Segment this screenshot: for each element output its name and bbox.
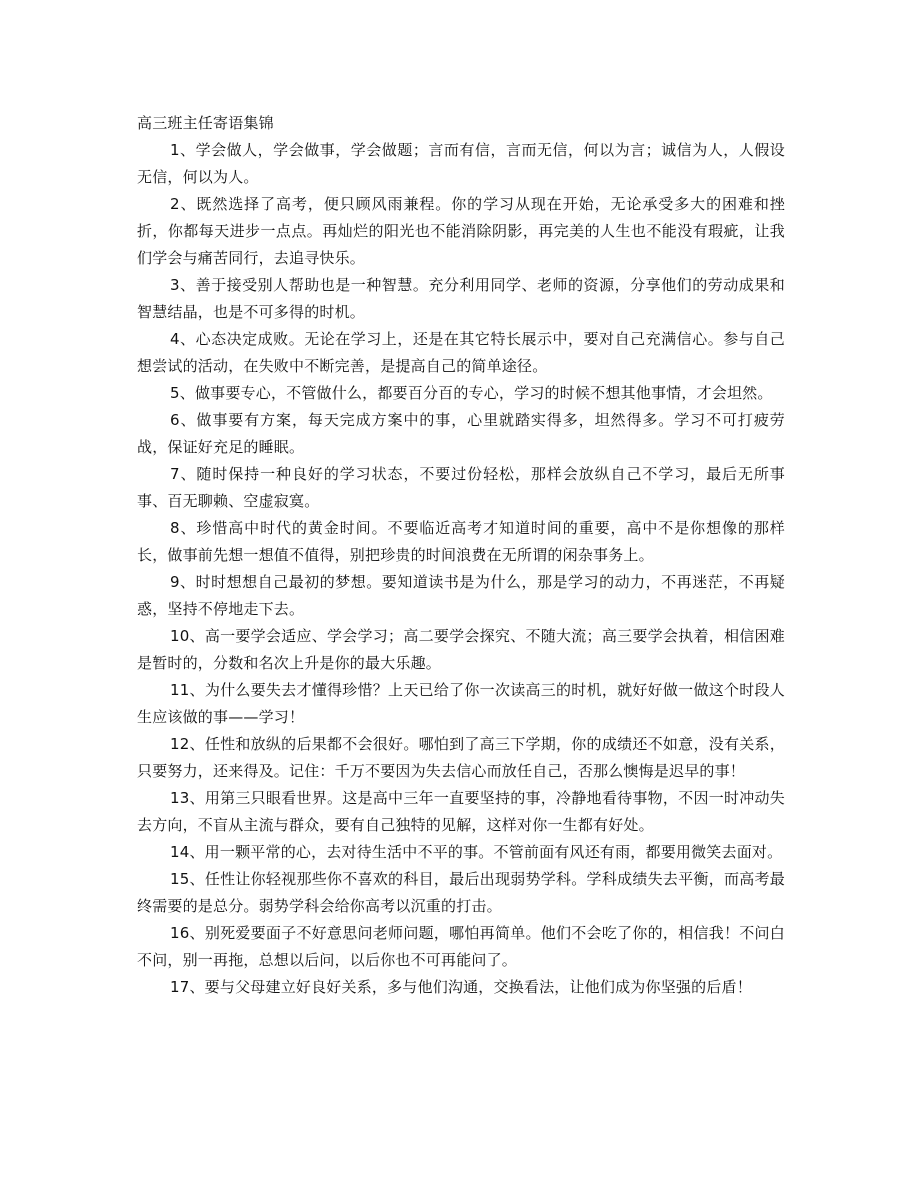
list-item: 14、用一颗平常的心，去对待生活中不平的事。不管前面有风还有雨，都要用微笑去面对。 — [170, 843, 783, 861]
list-item: 12、任性和放纵的后果都不会很好。哪怕到了高三下学期，你的成绩还不如意，没有关系，只要努力，还来得及。记住：千万不要因为失去信心而放任自己，否那么懊悔是迟早的事！ — [137, 735, 785, 780]
list-item: 16、别死爱要面子不好意思问老师问题，哪怕再简单。他们不会吃了你的，相信我！不问白不问，别一再拖，总想以后问，以后你也不可再能问了。 — [137, 924, 785, 969]
list-item: 9、时时想想自己最初的梦想。要知道读书是为什么，那是学习的动力，不再迷茫，不再疑惑，坚持不停地走下去。 — [137, 573, 785, 618]
list-item: 5、做事要专心，不管做什么，都要百分百的专心，学习的时候不想其他事情，才会坦然。 — [170, 384, 773, 402]
document-page — [137, 110, 785, 1001]
list-item: 2、既然选择了高考，便只顾风雨兼程。你的学习从现在开始，无论承受多大的困难和挫折，你都每天进步一点点。再灿烂的阳光也不能消除阴影，再完美的人生也不能没有瑕疵，让我们学会与痛苦同行，去追寻快乐。 — [137, 195, 785, 267]
list-item: 13、用第三只眼看世界。这是高中三年一直要坚持的事，冷静地看待事物，不因一时冲动失去方向，不盲从主流与群众，要有自己独特的见解，这样对你一生都有好处。 — [137, 789, 785, 834]
list-item: 10、高一要学会适应、学会学习；高二要学会探究、不随大流；高三要学会执着，相信困难是暂时的，分数和名次上升是你的最大乐趣。 — [137, 627, 785, 672]
list-item: 11、为什么要失去才懂得珍惜？上天已给了你一次读高三的时机，就好好做一做这个时段人生应该做的事——学习！ — [137, 681, 785, 726]
list-item: 1、学会做人，学会做事，学会做题；言而有信，言而无信，何以为言；诚信为人，人假设无信，何以为人。 — [137, 141, 785, 186]
list-item: 6、做事要有方案，每天完成方案中的事，心里就踏实得多，坦然得多。学习不可打疲劳战，保证好充足的睡眠。 — [137, 411, 785, 456]
list-item: 8、珍惜高中时代的黄金时间。不要临近高考才知道时间的重要，高中不是你想像的那样长，做事前先想一想值不值得，别把珍贵的时间浪费在无所谓的闲杂事务上。 — [137, 519, 785, 564]
list-item: 4、心态决定成败。无论在学习上，还是在其它特长展示中，要对自己充满信心。参与自己想尝试的活动，在失败中不断完善，是提高自己的简单途径。 — [137, 330, 785, 375]
list-item: 15、任性让你轻视那些你不喜欢的科目，最后出现弱势学科。学科成绩失去平衡，而高考最终需要的是总分。弱势学科会给你高考以沉重的打击。 — [137, 870, 785, 915]
document-title: 高三班主任寄语集锦 — [137, 114, 274, 132]
list-item: 17、要与父母建立好良好关系，多与他们沟通，交换看法，让他们成为你坚强的后盾！ — [170, 978, 752, 996]
list-item: 7、随时保持一种良好的学习状态，不要过份轻松，那样会放纵自己不学习，最后无所事事、百无聊赖、空虚寂寞。 — [137, 465, 785, 510]
list-item: 3、善于接受别人帮助也是一种智慧。充分利用同学、老师的资源，分享他们的劳动成果和智慧结晶，也是不可多得的时机。 — [137, 276, 785, 321]
